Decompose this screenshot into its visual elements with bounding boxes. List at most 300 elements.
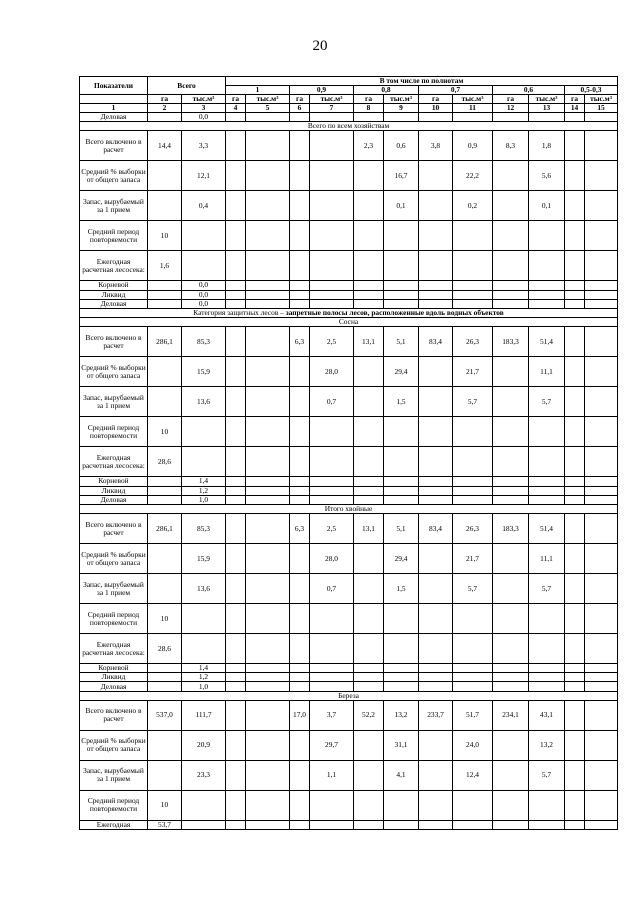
column-number: 9 xyxy=(384,104,419,113)
table-cell xyxy=(226,730,246,760)
table-cell xyxy=(384,634,419,664)
table-cell xyxy=(354,730,384,760)
table-cell xyxy=(354,477,384,486)
table-cell: 11,1 xyxy=(529,544,565,574)
table-cell xyxy=(384,682,419,691)
section-title xyxy=(80,504,618,513)
header-density: 0,8 xyxy=(354,86,419,95)
table-cell xyxy=(354,113,384,122)
table-cell xyxy=(226,281,246,290)
table-cell xyxy=(182,447,226,477)
table-cell xyxy=(354,447,384,477)
header-density: 0,6 xyxy=(493,86,565,95)
table-cell xyxy=(565,327,585,357)
table-cell xyxy=(148,191,182,221)
table-cell xyxy=(384,299,419,308)
table-cell: 26,3 xyxy=(453,327,493,357)
table-cell xyxy=(246,251,290,281)
table-cell xyxy=(290,387,310,417)
table-cell xyxy=(246,682,290,691)
column-number: 10 xyxy=(419,104,453,113)
column-number: 12 xyxy=(493,104,529,113)
table-cell xyxy=(384,290,419,299)
table-cell xyxy=(226,113,246,122)
section-row xyxy=(80,691,618,700)
table-cell xyxy=(529,290,565,299)
section-row xyxy=(80,318,618,327)
table-cell: 16,7 xyxy=(384,161,419,191)
table-cell: 43,1 xyxy=(529,700,565,730)
section-text: Сосна xyxy=(338,317,359,327)
table-cell: 233,7 xyxy=(419,700,453,730)
table-cell xyxy=(453,604,493,634)
header-total: Всего xyxy=(148,77,226,95)
section-title xyxy=(80,122,618,131)
table-cell xyxy=(419,251,453,281)
table-cell xyxy=(226,760,246,790)
table-cell xyxy=(310,221,354,251)
table-row xyxy=(80,251,618,281)
table-cell xyxy=(290,417,310,447)
table-cell xyxy=(148,486,182,495)
table-row xyxy=(80,604,618,634)
unit-ha: га xyxy=(493,95,529,104)
table-cell xyxy=(419,113,453,122)
table-cell xyxy=(246,281,290,290)
table-cell xyxy=(310,477,354,486)
table-cell xyxy=(453,299,493,308)
table-cell xyxy=(310,682,354,691)
column-number: 3 xyxy=(182,104,226,113)
column-number: 2 xyxy=(148,104,182,113)
table-cell xyxy=(585,477,618,486)
table-cell xyxy=(453,673,493,682)
table-cell: 0,0 xyxy=(182,281,226,290)
table-cell xyxy=(226,357,246,387)
table-cell: 15,9 xyxy=(182,544,226,574)
unit-vol: тыс.м³ xyxy=(246,95,290,104)
table-cell xyxy=(493,290,529,299)
table-cell: 51,4 xyxy=(529,514,565,544)
table-cell xyxy=(354,790,384,820)
table-cell: 12,4 xyxy=(453,760,493,790)
table-cell: 15,9 xyxy=(182,357,226,387)
table-cell xyxy=(310,251,354,281)
header-density: 0,9 xyxy=(290,86,354,95)
table-cell xyxy=(226,191,246,221)
table-cell xyxy=(310,281,354,290)
table-cell xyxy=(384,281,419,290)
table-cell: 21,7 xyxy=(453,357,493,387)
table-cell: 29,4 xyxy=(384,357,419,387)
row-label: Ликвид xyxy=(80,486,148,495)
table-cell xyxy=(148,682,182,691)
table-cell xyxy=(453,634,493,664)
table-cell xyxy=(585,387,618,417)
table-cell xyxy=(419,544,453,574)
table-cell xyxy=(310,191,354,221)
table-cell xyxy=(419,290,453,299)
table-cell xyxy=(148,574,182,604)
table-cell xyxy=(585,730,618,760)
table-cell xyxy=(384,477,419,486)
table-cell xyxy=(565,281,585,290)
table-cell xyxy=(310,664,354,673)
table-cell xyxy=(585,664,618,673)
table-cell xyxy=(453,290,493,299)
table-cell: 12,1 xyxy=(182,161,226,191)
table-cell: 537,0 xyxy=(148,700,182,730)
section-title xyxy=(80,308,618,317)
table-cell xyxy=(493,604,529,634)
table-cell xyxy=(585,113,618,122)
table-cell xyxy=(585,357,618,387)
table-cell xyxy=(226,664,246,673)
table-cell xyxy=(290,760,310,790)
row-label: Средний период повторяемости xyxy=(80,790,148,820)
header-density: 1 xyxy=(226,86,290,95)
unit-ha: га xyxy=(226,95,246,104)
table-cell xyxy=(246,221,290,251)
column-number: 4 xyxy=(226,104,246,113)
table-row xyxy=(80,221,618,251)
table-cell xyxy=(493,281,529,290)
table-row xyxy=(80,387,618,417)
table-cell xyxy=(246,495,290,504)
table-cell xyxy=(246,574,290,604)
table-cell xyxy=(565,604,585,634)
table-row xyxy=(80,673,618,682)
table-cell xyxy=(290,664,310,673)
table-cell xyxy=(148,544,182,574)
unit-ha: га xyxy=(290,95,310,104)
table-cell xyxy=(246,700,290,730)
table-cell xyxy=(148,299,182,308)
unit-ha: га xyxy=(565,95,585,104)
table-cell: 0,0 xyxy=(182,113,226,122)
table-cell xyxy=(419,604,453,634)
table-cell: 13,6 xyxy=(182,387,226,417)
table-cell xyxy=(182,221,226,251)
table-cell: 0,0 xyxy=(182,290,226,299)
table-cell: 1,4 xyxy=(182,664,226,673)
table-cell xyxy=(585,760,618,790)
table-cell: 24,0 xyxy=(453,730,493,760)
section-row xyxy=(80,504,618,513)
table-cell xyxy=(585,161,618,191)
table-row xyxy=(80,514,618,544)
table-cell: 28,6 xyxy=(148,447,182,477)
row-label: Запас, вырубаемый за 1 прием xyxy=(80,760,148,790)
table-cell xyxy=(226,477,246,486)
table-cell: 0,0 xyxy=(182,299,226,308)
table-cell xyxy=(493,477,529,486)
table-cell xyxy=(246,604,290,634)
table-cell xyxy=(148,357,182,387)
table-cell xyxy=(246,486,290,495)
table-cell xyxy=(226,417,246,447)
table-cell xyxy=(419,574,453,604)
table-cell xyxy=(384,673,419,682)
table-cell: 83,4 xyxy=(419,514,453,544)
table-row xyxy=(80,664,618,673)
row-label: Средний период повторяемости xyxy=(80,604,148,634)
table-row xyxy=(80,327,618,357)
table-cell xyxy=(354,544,384,574)
table-cell xyxy=(565,790,585,820)
table-cell xyxy=(310,495,354,504)
table-cell xyxy=(246,790,290,820)
table-cell xyxy=(354,673,384,682)
table-row xyxy=(80,700,618,730)
table-cell xyxy=(354,604,384,634)
table-row xyxy=(80,161,618,191)
unit-vol: тыс.м³ xyxy=(384,95,419,104)
table-cell xyxy=(565,251,585,281)
table-cell xyxy=(419,447,453,477)
table-cell xyxy=(565,820,585,829)
table-cell xyxy=(290,299,310,308)
table-cell xyxy=(565,760,585,790)
units-row xyxy=(80,95,618,104)
page-number: 20 xyxy=(312,38,328,54)
table-row xyxy=(80,820,618,829)
row-label: Корневой xyxy=(80,281,148,290)
table-cell xyxy=(529,486,565,495)
table-cell: 183,3 xyxy=(493,514,529,544)
table-cell xyxy=(310,486,354,495)
table-cell: 13,1 xyxy=(354,514,384,544)
table-cell xyxy=(585,191,618,221)
table-cell xyxy=(354,290,384,299)
table-cell xyxy=(354,682,384,691)
table-cell xyxy=(226,447,246,477)
table-cell xyxy=(565,700,585,730)
row-label: Ежегодная расчетная лесосека: xyxy=(80,447,148,477)
row-label: Корневой xyxy=(80,664,148,673)
table-cell: 83,4 xyxy=(419,327,453,357)
table-cell xyxy=(246,357,290,387)
table-cell xyxy=(565,447,585,477)
section-bold-text: запретные полосы лесов, расположенные вдоль водных объектов xyxy=(285,308,504,318)
table-cell xyxy=(585,673,618,682)
table-cell: 29,7 xyxy=(310,730,354,760)
table-cell: 234,1 xyxy=(493,700,529,730)
table-cell: 1,6 xyxy=(148,251,182,281)
table-cell xyxy=(565,131,585,161)
table-cell xyxy=(585,131,618,161)
table-cell xyxy=(565,161,585,191)
table-cell xyxy=(529,477,565,486)
table-cell xyxy=(384,604,419,634)
column-number: 1 xyxy=(80,104,148,113)
table-cell xyxy=(384,113,419,122)
table-cell xyxy=(419,634,453,664)
column-number: 15 xyxy=(585,104,618,113)
table-row xyxy=(80,447,618,477)
table-cell xyxy=(182,820,226,829)
table-cell xyxy=(182,417,226,447)
table-cell xyxy=(419,730,453,760)
table-cell: 10 xyxy=(148,221,182,251)
table-cell xyxy=(453,281,493,290)
table-cell xyxy=(419,790,453,820)
table-cell xyxy=(354,574,384,604)
table-cell xyxy=(585,495,618,504)
table-cell: 1,5 xyxy=(384,574,419,604)
column-number: 14 xyxy=(565,104,585,113)
table-cell xyxy=(585,790,618,820)
table-cell xyxy=(565,221,585,251)
table-cell xyxy=(585,634,618,664)
row-label: Запас, вырубаемый за 1 прием xyxy=(80,574,148,604)
table-cell xyxy=(453,447,493,477)
table-cell xyxy=(290,251,310,281)
table-cell xyxy=(419,760,453,790)
table-cell xyxy=(529,634,565,664)
table-cell: 286,1 xyxy=(148,327,182,357)
table-cell xyxy=(565,477,585,486)
table-cell xyxy=(493,574,529,604)
row-label: Деловая xyxy=(80,495,148,504)
table-cell xyxy=(493,682,529,691)
table-cell xyxy=(585,820,618,829)
table-cell: 1,2 xyxy=(182,673,226,682)
table-cell xyxy=(419,664,453,673)
table-cell xyxy=(565,664,585,673)
table-cell xyxy=(585,251,618,281)
table-cell: 5,6 xyxy=(529,161,565,191)
table-cell xyxy=(246,673,290,682)
table-cell xyxy=(419,191,453,221)
table-row xyxy=(80,281,618,290)
table-cell: 286,1 xyxy=(148,514,182,544)
table-cell xyxy=(585,299,618,308)
row-label: Запас, вырубаемый за 1 прием xyxy=(80,387,148,417)
table-cell xyxy=(384,417,419,447)
table-row xyxy=(80,544,618,574)
table-cell xyxy=(419,495,453,504)
table-cell xyxy=(148,760,182,790)
table-cell: 1,2 xyxy=(182,486,226,495)
table-row xyxy=(80,634,618,664)
table-cell xyxy=(226,604,246,634)
table-cell xyxy=(529,682,565,691)
table-row xyxy=(80,730,618,760)
table-cell xyxy=(246,477,290,486)
table-cell xyxy=(529,447,565,477)
table-cell xyxy=(246,113,290,122)
table-cell: 13,2 xyxy=(529,730,565,760)
table-cell xyxy=(585,221,618,251)
table-cell xyxy=(453,113,493,122)
table-cell xyxy=(384,790,419,820)
table-cell xyxy=(246,327,290,357)
table-cell xyxy=(226,486,246,495)
table-cell xyxy=(419,281,453,290)
table-cell xyxy=(226,221,246,251)
table-cell: 28,0 xyxy=(310,544,354,574)
table-cell xyxy=(226,820,246,829)
row-label: Ежегодная расчетная лесосека: xyxy=(80,634,148,664)
table-cell xyxy=(419,486,453,495)
table-cell: 14,4 xyxy=(148,131,182,161)
table-cell xyxy=(310,447,354,477)
column-number: 13 xyxy=(529,104,565,113)
table-cell xyxy=(529,673,565,682)
table-cell: 51,4 xyxy=(529,327,565,357)
table-cell: 5,7 xyxy=(453,574,493,604)
table-cell xyxy=(290,161,310,191)
table-cell: 5,7 xyxy=(529,760,565,790)
table-cell xyxy=(493,417,529,447)
table-cell xyxy=(354,387,384,417)
table-cell xyxy=(246,514,290,544)
table-cell xyxy=(226,131,246,161)
unit-ha: га xyxy=(354,95,384,104)
table-cell: 1,0 xyxy=(182,682,226,691)
row-label: Ликвид xyxy=(80,673,148,682)
table-row xyxy=(80,790,618,820)
table-cell: 5,7 xyxy=(453,387,493,417)
table-cell xyxy=(529,664,565,673)
table-cell xyxy=(148,290,182,299)
table-cell xyxy=(354,161,384,191)
table-cell xyxy=(226,387,246,417)
row-label: Средний период повторяемости xyxy=(80,221,148,251)
table-cell xyxy=(354,299,384,308)
row-label: Всего включено в расчет xyxy=(80,131,148,161)
row-label: Деловая xyxy=(80,113,148,122)
table-cell: 2,3 xyxy=(354,131,384,161)
table-cell xyxy=(226,514,246,544)
row-label: Средний % выборки от общего запаса xyxy=(80,357,148,387)
table-cell xyxy=(290,131,310,161)
unit-ha: га xyxy=(419,95,453,104)
table-cell xyxy=(565,191,585,221)
table-cell: 6,3 xyxy=(290,327,310,357)
table-cell xyxy=(226,634,246,664)
row-label: Ежегодная расчетная лесосека: xyxy=(80,251,148,281)
row-label: Средний % выборки от общего запаса xyxy=(80,730,148,760)
table-cell xyxy=(453,495,493,504)
table-cell xyxy=(226,790,246,820)
table-cell xyxy=(246,730,290,760)
table-cell xyxy=(290,634,310,664)
table-cell: 3,8 xyxy=(419,131,453,161)
table-cell xyxy=(246,417,290,447)
table-cell xyxy=(310,820,354,829)
table-cell: 8,3 xyxy=(493,131,529,161)
unit-empty xyxy=(80,95,148,104)
table-cell xyxy=(182,790,226,820)
table-cell: 28,6 xyxy=(148,634,182,664)
table-cell xyxy=(493,730,529,760)
table-cell xyxy=(148,113,182,122)
table-cell xyxy=(419,820,453,829)
table-cell: 13,6 xyxy=(182,574,226,604)
table-cell xyxy=(148,495,182,504)
table-cell xyxy=(529,790,565,820)
table-cell: 6,3 xyxy=(290,514,310,544)
table-cell xyxy=(384,486,419,495)
table-cell xyxy=(354,221,384,251)
unit-vol: тыс.м³ xyxy=(529,95,565,104)
table-cell xyxy=(565,486,585,495)
table-cell xyxy=(585,544,618,574)
table-row xyxy=(80,113,618,122)
table-cell xyxy=(354,357,384,387)
